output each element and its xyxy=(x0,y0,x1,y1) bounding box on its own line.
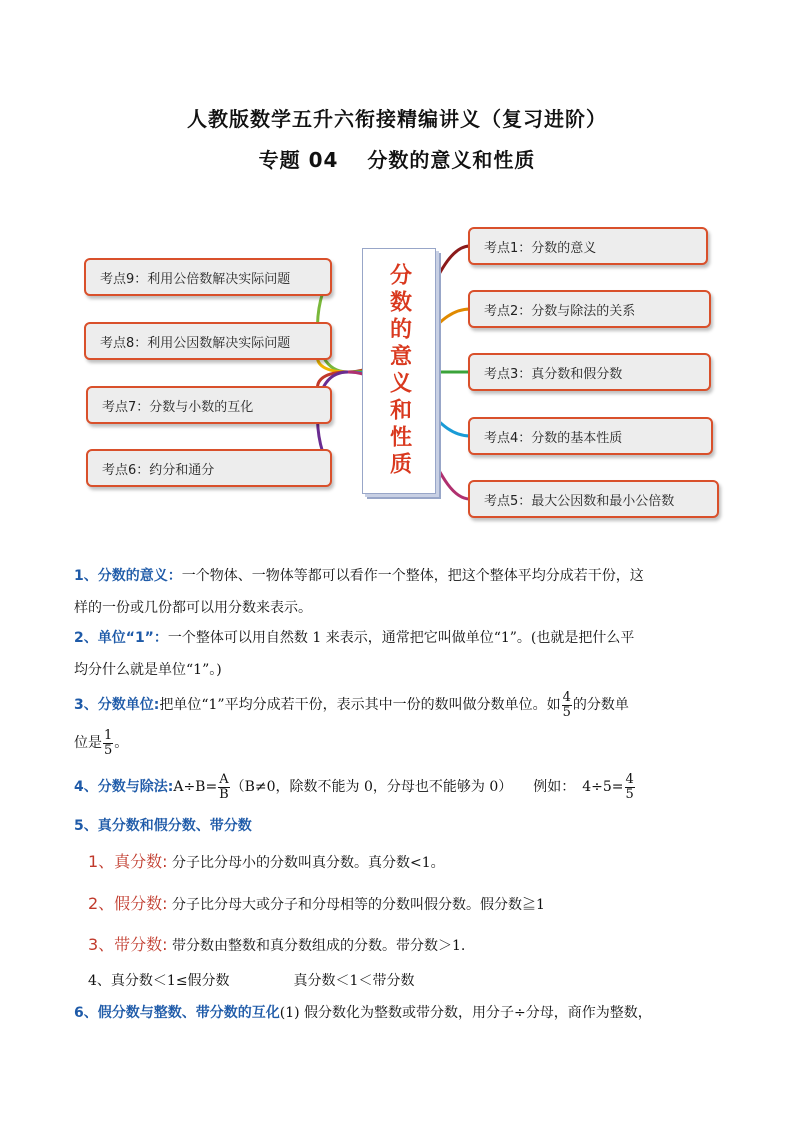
section-5-4: 4、真分数＜1≤假分数 真分数＜1＜带分数 xyxy=(88,973,415,989)
mindmap-center-label: 分数的意义和性质 xyxy=(386,263,412,479)
mindmap-node-9: 考点9：利用公倍数解决实际问题 xyxy=(84,258,332,296)
fraction-4-5: $\frac{4}{5}$ xyxy=(562,689,571,720)
section-5-3: 3、带分数: 带分数由整数和真分数组成的分数。带分数＞1. xyxy=(88,935,466,954)
section-5-2: 2、假分数: 分子比分母大或分子和分母相等的分数叫假分数。假分数≧1 xyxy=(88,894,545,913)
mindmap-node-2: 考点2：分数与除法的关系 xyxy=(468,290,711,328)
section-4-term: 4、分数与除法: xyxy=(74,779,174,795)
mindmap-node-3: 考点3：真分数和假分数 xyxy=(468,353,711,391)
topic-title: 专题 04 分数的意义和性质 xyxy=(258,148,536,172)
mindmap-node-8: 考点8：利用公因数解决实际问题 xyxy=(84,322,332,360)
section-2-text: 一个整体可以用自然数 1 来表示，通常把它叫做单位“1”。(也就是把什么平 xyxy=(167,630,635,646)
section-3-text: 把单位“1”平均分成若干份，表示其中一份的数叫做分数单位。如 xyxy=(159,697,561,713)
section-5-term: 5、真分数和假分数、带分数 xyxy=(74,818,252,834)
section-3-term: 3、分数单位: xyxy=(74,697,160,713)
section-5 xyxy=(74,810,724,842)
mindmap-node-7: 考点7：分数与小数的互化 xyxy=(86,386,332,424)
section-1-text: 一个物体、一物体等都可以看作一个整体，把这个整体平均分成若干份，这 xyxy=(181,568,644,584)
document-title: 人教版数学五升六衔接精编讲义（复习进阶） xyxy=(187,107,607,131)
section-3: 3、分数单位:把单位“1”平均分成若干份，表示其中一份的数叫做分数单位。如 $\frac{4}{5}$ 的分数单 位是 $\frac{1}{5}$ 。 xyxy=(74,689,629,758)
section-2-term: 2、单位“1”： xyxy=(74,630,168,646)
fraction-a-b: $\frac{A}{B}$ xyxy=(219,771,229,802)
mindmap-node-5: 考点5：最大公因数和最小公倍数 xyxy=(468,480,719,518)
section-3-text-b: 的分数单 xyxy=(572,697,629,713)
section-4: 4、分数与除法:A÷B= $\frac{A}{B}$ （B≠0，除数不能为 0，分母也不能够为 0） 例如： 4÷5= $\frac{4}{5}$ xyxy=(74,771,634,802)
mindmap-node-1: 考点1：分数的意义 xyxy=(468,227,708,265)
fraction-4-5-example: $\frac{4}{5}$ xyxy=(625,771,634,802)
section-5-1: 1、真分数: 分子比分母小的分数叫真分数。真分数<1。 xyxy=(88,852,445,871)
section-2-text-cont: 均分什么就是单位“1”。) xyxy=(74,662,222,678)
section-3-text-c: 位是 xyxy=(74,735,102,751)
section-1-text-cont: 样的一份或几份都可以用分数来表示。 xyxy=(74,600,312,616)
section-6: 6、假分数与整数、带分数的互化(1) 假分数化为整数或带分数，用分子÷分母，商作为整数， xyxy=(74,1005,652,1021)
section-1-term: 1、分数的意义： xyxy=(74,568,182,584)
mindmap-center xyxy=(362,248,436,494)
section-1 xyxy=(74,560,724,624)
mindmap-node-6: 考点6：约分和通分 xyxy=(86,449,332,487)
fraction-1-5: $\frac{1}{5}$ xyxy=(104,727,113,758)
mindmap-node-4: 考点4：分数的基本性质 xyxy=(468,417,713,455)
section-2 xyxy=(74,622,724,686)
section-6-term: 6、假分数与整数、带分数的互化 xyxy=(74,1005,280,1021)
